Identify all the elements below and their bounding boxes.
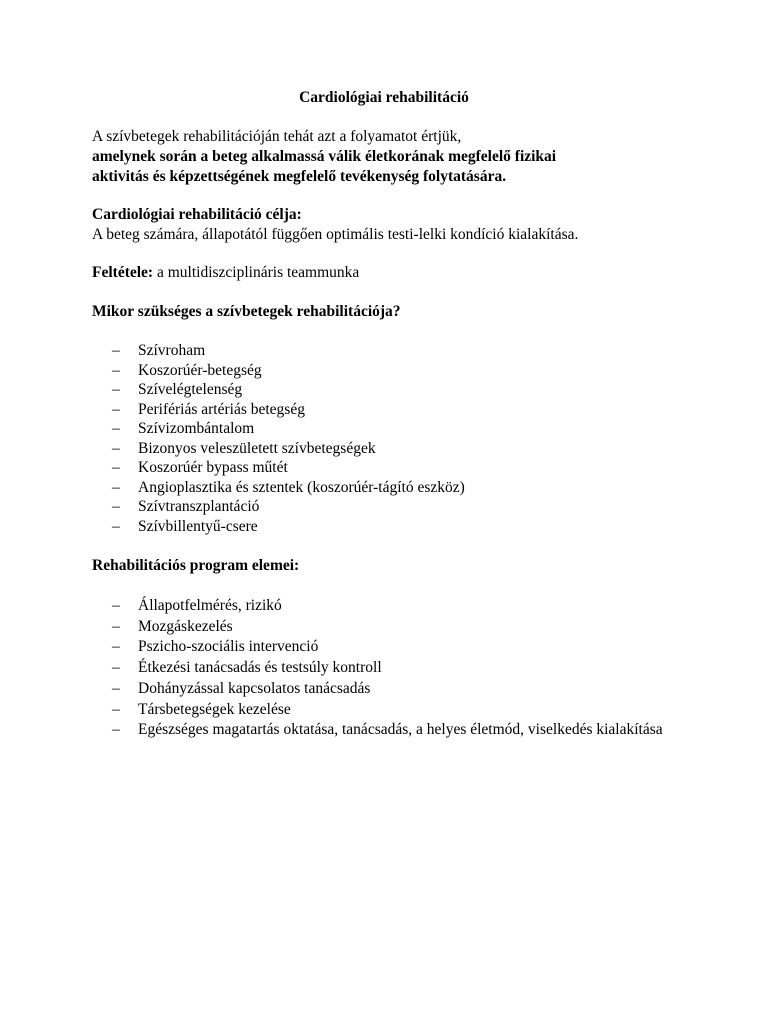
list-item (112, 637, 712, 658)
list-item (112, 497, 712, 517)
list-item-text: Szívtranszplantáció (138, 498, 260, 515)
intro-paragraph (92, 127, 712, 187)
list-item-text: Szívelégtelenség (138, 381, 243, 398)
intro-line-1: A szívbetegek rehabilitációján tehát azt a folyamatot értjük, (92, 128, 462, 145)
dash-bullet: – (112, 659, 120, 677)
indications-list (112, 341, 712, 536)
list-item-text: Étkezési tanácsadás és testsúly kontroll (138, 659, 382, 677)
goal-section (92, 205, 712, 245)
goal-heading: Cardiológiai rehabilitáció célja: (92, 206, 302, 223)
dash-bullet: – (112, 617, 120, 635)
list-item-text: Perifériás artériás betegség (138, 400, 305, 418)
list-item (112, 658, 712, 679)
dash-bullet: – (112, 517, 120, 535)
dash-bullet: – (112, 700, 120, 718)
dash-bullet: – (112, 498, 120, 515)
condition-line (92, 263, 712, 283)
list-item-text: Állapotfelmérés, rizikó (138, 597, 282, 614)
goal-text: A beteg számára, állapotától függően optimális testi-lelki kondíció kialakítása. (92, 226, 579, 243)
list-item (112, 341, 712, 361)
list-item (112, 720, 712, 741)
condition-text: a multidiszciplináris teammunka (153, 264, 360, 281)
list-item-text: Szívroham (138, 342, 206, 359)
dash-bullet: – (112, 361, 120, 379)
dash-bullet: – (112, 420, 120, 437)
list-item-text: Szívbillentyű-csere (138, 517, 258, 535)
list-item-text: Angioplasztika és sztentek (koszorúér-tágító eszköz) (138, 478, 465, 496)
list-item-text: Dohányzással kapcsolatos tanácsadás (138, 679, 371, 697)
list-item (112, 380, 712, 400)
intro-line-2: amelynek során a beteg alkalmassá válik életkorának megfelelő fizikai (92, 148, 557, 165)
list-item (112, 679, 712, 700)
dash-bullet: – (112, 439, 120, 457)
list-item (112, 361, 712, 381)
program-elements-list (112, 596, 712, 741)
when-heading: Mikor szükséges a szívbetegek rehabilitációja? (92, 303, 401, 320)
list-item-text: Koszorúér bypass műtét (138, 459, 288, 476)
dash-bullet: – (112, 342, 120, 359)
dash-bullet: – (112, 381, 120, 398)
dash-bullet: – (112, 459, 120, 476)
intro-line-3: aktivitás és képzettségének megfelelő tevékenység folytatására. (92, 168, 507, 185)
list-item-text: Bizonyos veleszületett szívbetegségek (138, 439, 376, 457)
list-item (112, 419, 712, 439)
list-item-text: Társbetegségek kezelése (138, 700, 291, 718)
list-item-text: Mozgáskezelés (138, 617, 233, 635)
list-item (112, 400, 712, 420)
condition-label: Feltétele: (92, 264, 154, 281)
dash-bullet: – (112, 597, 120, 614)
dash-bullet: – (112, 679, 120, 697)
program-heading: Rehabilitációs program elemei: (92, 557, 300, 574)
list-item (112, 458, 712, 478)
dash-bullet: – (112, 400, 120, 418)
dash-bullet: – (112, 478, 120, 496)
dash-bullet: – (112, 721, 120, 739)
list-item (112, 439, 712, 459)
list-item-text: Koszorúér-betegség (138, 361, 262, 379)
list-item (112, 478, 712, 498)
list-item-text: Pszicho-szociális intervenció (138, 638, 319, 656)
list-item (112, 596, 712, 617)
list-item-text: Szívizombántalom (138, 420, 255, 437)
list-item (112, 617, 712, 638)
list-item (112, 517, 712, 537)
dash-bullet: – (112, 638, 120, 656)
document-title: Cardiológiai rehabilitáció (299, 89, 469, 106)
list-item-text: Egészséges magatartás oktatása, tanácsadás, a helyes életmód, viselkedés kialakítása (138, 721, 663, 739)
list-item (112, 700, 712, 721)
